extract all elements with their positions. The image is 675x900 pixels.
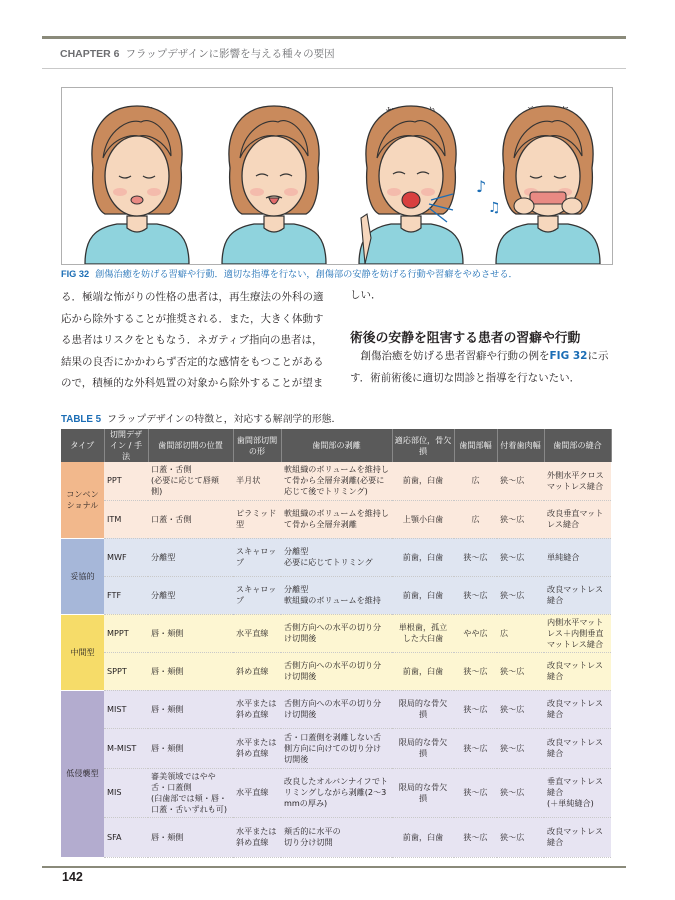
table-cell: 分離型 軟組織のボリュームを維持 — [281, 576, 392, 614]
column-header: 歯間部の剥離 — [281, 429, 392, 462]
table-cell: 狭～広 — [497, 652, 544, 690]
table-cell: 水平または斜め直線 — [233, 728, 281, 768]
table-cell: 狭～広 — [454, 576, 497, 614]
table-row — [61, 728, 611, 768]
body-text-span: 創傷治癒を妨げる患者習癖や行動の例を — [350, 350, 550, 362]
table-cell: 舌側方向への水平の切り分け切開後 — [281, 690, 392, 728]
table-cell: スキャロップ — [233, 538, 281, 576]
table-cell: 単純縫合 — [544, 538, 611, 576]
figure-32 — [61, 87, 613, 265]
table-cell: 狭～広 — [497, 500, 544, 538]
woman-pursed-lips-icon — [85, 106, 189, 264]
table-caption-label: TABLE 5 — [61, 414, 102, 425]
table-cell: ピラミッド型 — [233, 500, 281, 538]
table-cell: 限局的な骨欠損 — [392, 728, 454, 768]
column-header: 切開デザイン / 手法 — [104, 429, 148, 462]
table-cell: 広 — [454, 462, 497, 500]
figure-caption — [61, 266, 518, 280]
table-row — [61, 817, 611, 857]
table-cell: 分離型 — [148, 576, 233, 614]
table-cell: 狭～広 — [497, 538, 544, 576]
table-cell: 改良垂直マットレス縫合 — [544, 500, 611, 538]
type-group-cell: 低侵襲型 — [61, 690, 104, 857]
flap-design-table — [61, 429, 612, 858]
table-cell: 前歯，臼歯 — [392, 817, 454, 857]
table-cell: 改良マットレス縫合 — [544, 652, 611, 690]
table-cell: 単根歯，孤立した大臼歯 — [392, 614, 454, 652]
svg-text:♫: ♫ — [488, 200, 501, 216]
table-cell: 唇・頬側 — [148, 817, 233, 857]
body-text-left — [61, 287, 336, 395]
table-cell: 審美領域ではやや舌・口蓋側 (臼歯部では頬・唇・口蓋・舌いずれも可) — [148, 768, 233, 817]
table-cell: 頬舌的に水平の 切り分け切開 — [281, 817, 392, 857]
table-cell: 改良したオルバンナイフでトリミングしながら剥離(2～3 mmの厚み) — [281, 768, 392, 817]
table-cell: MIST — [104, 690, 148, 728]
table-cell: 狭～広 — [497, 817, 544, 857]
table-cell: やや広 — [454, 614, 497, 652]
body-line: ので，積極的な外科処置の対象から除外することが望ま — [61, 377, 324, 389]
table-header-row — [61, 429, 611, 462]
column-header: 歯間部幅 — [454, 429, 497, 462]
table-cell: 狭～広 — [497, 690, 544, 728]
table-cell: スキャロップ — [233, 576, 281, 614]
table-cell: 唇・頬側 — [148, 652, 233, 690]
table-cell: 狭～広 — [454, 768, 497, 817]
column-header: 歯間部切開の位置 — [148, 429, 233, 462]
table-cell: 狭～広 — [497, 462, 544, 500]
table-cell: 水平直線 — [233, 614, 281, 652]
table-row — [61, 652, 611, 690]
table-cell: SFA — [104, 817, 148, 857]
table-cell: 外側水平クロスマットレス縫合 — [544, 462, 611, 500]
table-row — [61, 462, 611, 500]
table-cell: 限局的な骨欠損 — [392, 690, 454, 728]
svg-text:♪: ♪ — [476, 177, 487, 196]
table-cell: 狭～広 — [497, 576, 544, 614]
table-row — [61, 576, 611, 614]
table-row — [61, 768, 611, 817]
table-cell: MIS — [104, 768, 148, 817]
footer-rule — [42, 866, 626, 868]
body-line: しい． — [350, 289, 382, 301]
table-cell: 半月状 — [233, 462, 281, 500]
table-row — [61, 500, 611, 538]
table-cell: 舌・口蓋側を剥離しない舌側方向に向けての切り分け切開後 — [281, 728, 392, 768]
table-cell: 改良マットレス縫合 — [544, 728, 611, 768]
table-cell: 狭～広 — [454, 538, 497, 576]
column-header: 適応部位，骨欠損 — [392, 429, 454, 462]
table-cell: 広 — [454, 500, 497, 538]
table-cell: 水平直線 — [233, 768, 281, 817]
table-cell: 内側水平マットレス＋内側垂直マットレス縫合 — [544, 614, 611, 652]
chapter-title: フラップデザインに影響を与える種々の要因 — [125, 48, 335, 60]
table-cell: 上顎小臼歯 — [392, 500, 454, 538]
table-cell: 軟組織のボリュームを維持して骨から全層弁剥離 — [281, 500, 392, 538]
table-cell: 唇・頬側 — [148, 728, 233, 768]
table-cell: 前歯，臼歯 — [392, 576, 454, 614]
page-number: 142 — [62, 870, 83, 884]
table-cell: 舌側方向への水平の切り分け切開後 — [281, 614, 392, 652]
table-row — [61, 538, 611, 576]
table-cell: PPT — [104, 462, 148, 500]
body-line: す．術前術後に適切な問診と指導を行ないたい． — [350, 371, 581, 384]
table-cell: ITM — [104, 500, 148, 538]
body-line — [350, 346, 620, 368]
table-cell: 水平または斜め直線 — [233, 817, 281, 857]
type-group-cell: コンベンショナル — [61, 462, 104, 538]
table-cell: 限局的な骨欠損 — [392, 768, 454, 817]
figure-caption-label: FIG 32 — [61, 269, 90, 279]
table-cell: 改良マットレス縫合 — [544, 690, 611, 728]
table-cell: M-MIST — [104, 728, 148, 768]
table-cell: 前歯，臼歯 — [392, 538, 454, 576]
table-cell: 垂直マットレス縫合 (＋単純縫合) — [544, 768, 611, 817]
table-cell: MPPT — [104, 614, 148, 652]
table-cell: 口蓋・舌側 (必要に応じて唇頬側) — [148, 462, 233, 500]
top-rule — [42, 36, 626, 39]
table-cell: 口蓋・舌側 — [148, 500, 233, 538]
table-cell: 前歯，臼歯 — [392, 462, 454, 500]
type-group-cell: 中間型 — [61, 614, 104, 690]
table-row — [61, 614, 611, 652]
column-header: 歯間部の縫合 — [544, 429, 611, 462]
woman-tongue-out-icon — [222, 106, 326, 264]
column-header: 付着歯肉幅 — [497, 429, 544, 462]
table-cell: 軟組織のボリュームを維持して骨から全層弁剥離(必要に応じて後でトリミング) — [281, 462, 392, 500]
table-cell: 狭～広 — [454, 652, 497, 690]
figure-reference-link[interactable]: FIG 32 — [549, 350, 588, 362]
table-cell: 前歯，臼歯 — [392, 652, 454, 690]
table-cell: 狭～広 — [454, 728, 497, 768]
table-caption-text: フラップデザインの特徴と，対応する解剖学的形態． — [107, 414, 342, 425]
table-cell: 狭～広 — [497, 768, 544, 817]
table-cell: 改良マットレス縫合 — [544, 576, 611, 614]
type-group-cell: 妥協的 — [61, 538, 104, 614]
body-text-span: に示 — [587, 350, 609, 362]
figure-caption-text: 創傷治癒を妨げる習癖や行動．適切な指導を行ない，創傷部の安静を妨げる行動や習癖をやめさせる． — [95, 269, 518, 280]
table-cell: 水平または斜め直線 — [233, 690, 281, 728]
body-text-right — [350, 346, 620, 389]
table-cell: 舌側方向への水平の切り分け切開後 — [281, 652, 392, 690]
section-heading: 術後の安静を阻害する患者の習癖や行動 — [350, 331, 581, 346]
header-divider — [42, 68, 626, 69]
running-header — [60, 46, 335, 61]
figure-illustrations — [62, 88, 612, 264]
table-row — [61, 690, 611, 728]
table-cell: 分離型 必要に応じてトリミング — [281, 538, 392, 576]
body-line: 応から除外することが推奨される．また，大きく体動す — [61, 312, 324, 325]
column-header: 歯間部切開の形 — [233, 429, 281, 462]
table-cell: 狭～広 — [454, 817, 497, 857]
table-cell: SPPT — [104, 652, 148, 690]
woman-playing-harmonica-icon — [476, 106, 600, 264]
table-cell: 改良マットレス縫合 — [544, 817, 611, 857]
body-line: る．極端な怖がりの性格の患者は，再生療法の外科の適 — [61, 291, 324, 303]
chapter-label: CHAPTER 6 — [60, 48, 120, 60]
body-line: る患者はリスクをともなう．ネガティブ指向の患者は， — [61, 334, 323, 346]
woman-talking-icon — [359, 106, 463, 264]
body-line: 結果の良否にかかわらず否定的な感情をもつことがある — [61, 355, 324, 368]
table-cell: 斜め直線 — [233, 652, 281, 690]
table-cell: 分離型 — [148, 538, 233, 576]
table-cell: MWF — [104, 538, 148, 576]
table-cell: 狭～広 — [497, 728, 544, 768]
table-cell: 広 — [497, 614, 544, 652]
column-header: タイプ — [61, 429, 104, 462]
table-cell: 唇・頬側 — [148, 614, 233, 652]
table-cell: FTF — [104, 576, 148, 614]
table-cell: 唇・頬側 — [148, 690, 233, 728]
table-cell: 狭～広 — [454, 690, 497, 728]
table-caption — [61, 411, 341, 425]
